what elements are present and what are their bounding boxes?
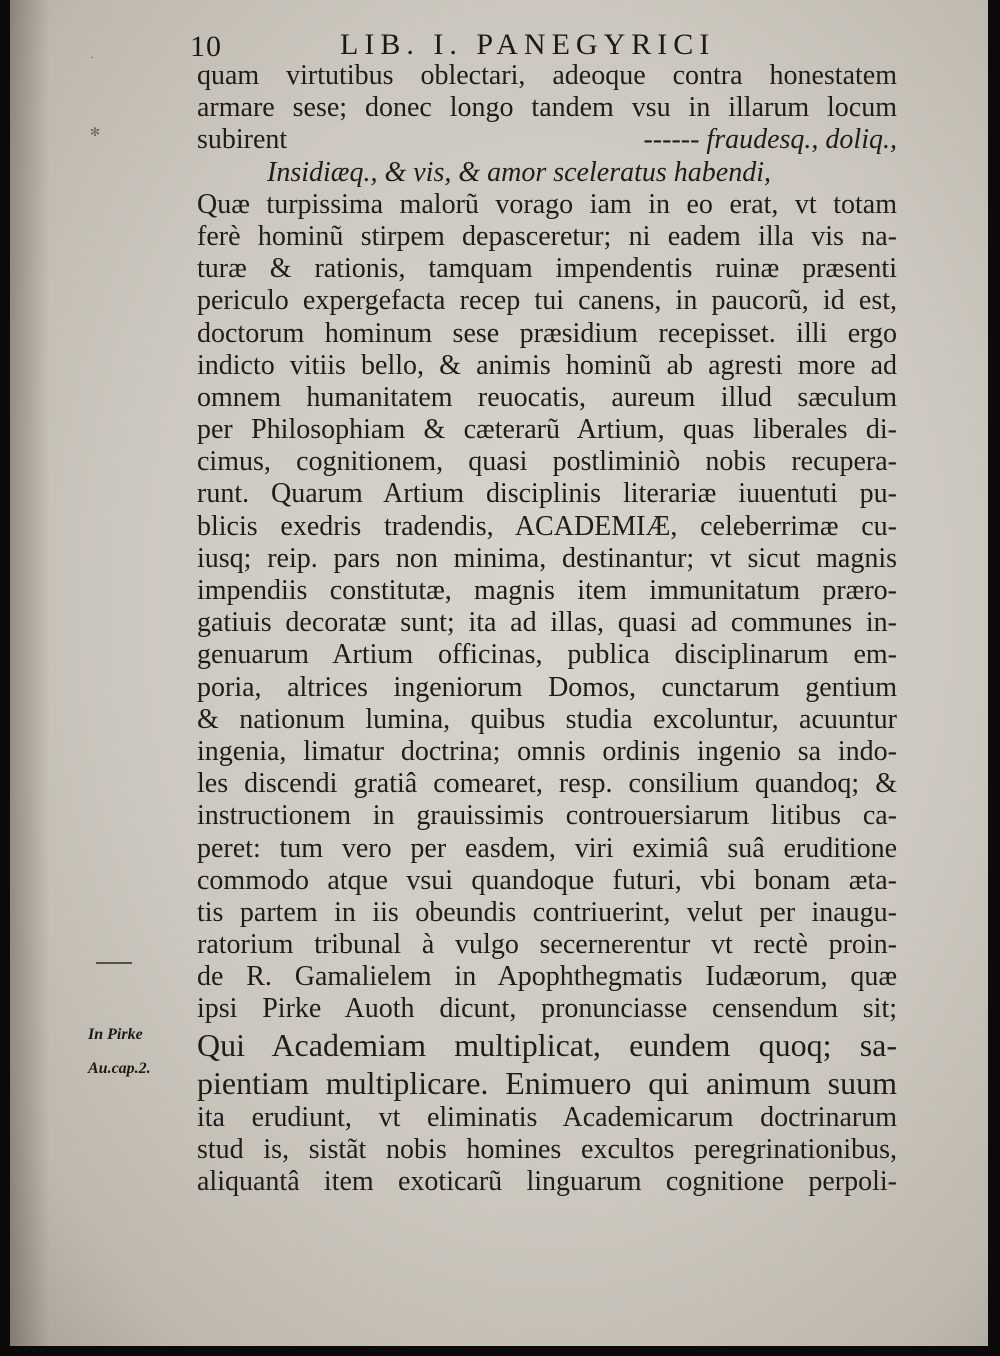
text-line: poria, altrices ingeniorum Domos, cunctarum gentium <box>197 671 897 703</box>
text-line: ingenia, limatur doctrina; omnis ordinis ingenio sa indo- <box>197 735 897 767</box>
text-line: tis partem in iis obeundis contriuerint, velut per inaugu- <box>197 896 897 928</box>
text-line: ferè hominũ stirpem depasceretur; ni eadem illa vis na- <box>197 220 897 252</box>
text-line: doctorum hominum sese præsidium recepisset. illi ergo <box>197 317 897 349</box>
text-line: stud is, sistãt nobis homines excultos peregrinationibus, <box>197 1133 897 1165</box>
text-line: aliquantâ item exoticarũ linguarum cognitione perpoli- <box>197 1166 897 1197</box>
margin-note: In Pirke <box>88 1026 143 1043</box>
margin-mark <box>96 962 132 964</box>
text-line: cimus, cognitionem, quasi postliminiò nobis recupera- <box>197 446 897 478</box>
running-head: LIB. I. PANEGYRICI <box>340 28 716 61</box>
text-line: omnem humanitatem reuocatis, aureum illud sæculum <box>197 381 897 413</box>
verse-line: Insidiæq., & vis, & amor sceleratus habendi, <box>267 156 771 188</box>
text-line: ratorium tribunal à vulgo secernerentur vt rectè proin- <box>197 929 897 961</box>
ink-speck-icon: · <box>90 50 94 64</box>
quotation-fragment: ------ fraudesq., doliq., <box>643 124 897 156</box>
quotation-line: Qui Academiam multiplicat, eundem quoq; sa- <box>197 1026 897 1063</box>
page-number: 10 <box>190 30 222 63</box>
text-line: Quæ turpissima malorũ vorago iam in eo erat, vt totam <box>197 188 897 220</box>
text-segment: subirent <box>197 124 288 156</box>
text-line: blicis exedris tradendis, ACADEMIÆ, celeberrimæ cu- <box>197 510 897 542</box>
text-line: iusq; reip. pars non minima, destinantur; vt sicut magnis <box>197 542 897 574</box>
text-line: periculo expergefacta recep tui canens, in paucorũ, id est, <box>197 285 897 317</box>
text-line: runt. Quarum Artium disciplinis literariæ iuuentuti pu- <box>197 478 897 510</box>
text-line: ipsi Pirke Auoth dicunt, pronunciasse censendum sit; <box>197 993 897 1025</box>
text-line: armare sese; donec longo tandem vsu in illarum locum <box>197 92 897 124</box>
text-line: genuarum Artium officinas, publica disciplinarum em- <box>197 639 897 671</box>
text-line: impendiis constitutæ, magnis item immunitatum præro- <box>197 575 897 606</box>
text-line: de R. Gamalielem in Apophthegmatis Iudæorum, quæ <box>197 961 897 993</box>
margin-note: Au.cap.2. <box>88 1060 151 1077</box>
text-line: indicto vitiis bello, & animis hominũ ab agresti more ad <box>197 349 897 381</box>
text-line: per Philosophiam & cæterarũ Artium, quas liberales di- <box>197 414 897 446</box>
text-block <box>197 60 897 1198</box>
text-line: turæ & rationis, tamquam impendentis ruinæ præsenti <box>197 253 897 285</box>
text-line: & nationum lumina, quibus studia excoluntur, acuuntur <box>197 703 897 735</box>
text-line: instructionem in grauissimis controuersiarum litibus ca- <box>197 800 897 832</box>
text-line: peret: tum vero per easdem, viri eximiâ suâ eruditione <box>197 832 897 864</box>
quotation-line: pientiam multiplicare. Enimuero qui animum suum <box>197 1064 897 1101</box>
text-line: ita erudiunt, vt eliminatis Academicarum doctrinarum <box>197 1101 897 1133</box>
text-line <box>197 124 897 156</box>
ink-speck-icon: ✻ <box>90 125 101 139</box>
book-page <box>10 0 988 1346</box>
text-line: quam virtutibus oblectari, adeoque contra honestatem <box>197 60 897 91</box>
text-line: commodo atque vsui quandoque futuri, vbi bonam æta- <box>197 864 897 896</box>
text-line: gatiuis decoratæ sunt; ita ad illas, quasi ad communes in- <box>197 607 897 639</box>
text-line: les discendi gratiâ comearet, resp. consilium quandoq; & <box>197 768 897 800</box>
